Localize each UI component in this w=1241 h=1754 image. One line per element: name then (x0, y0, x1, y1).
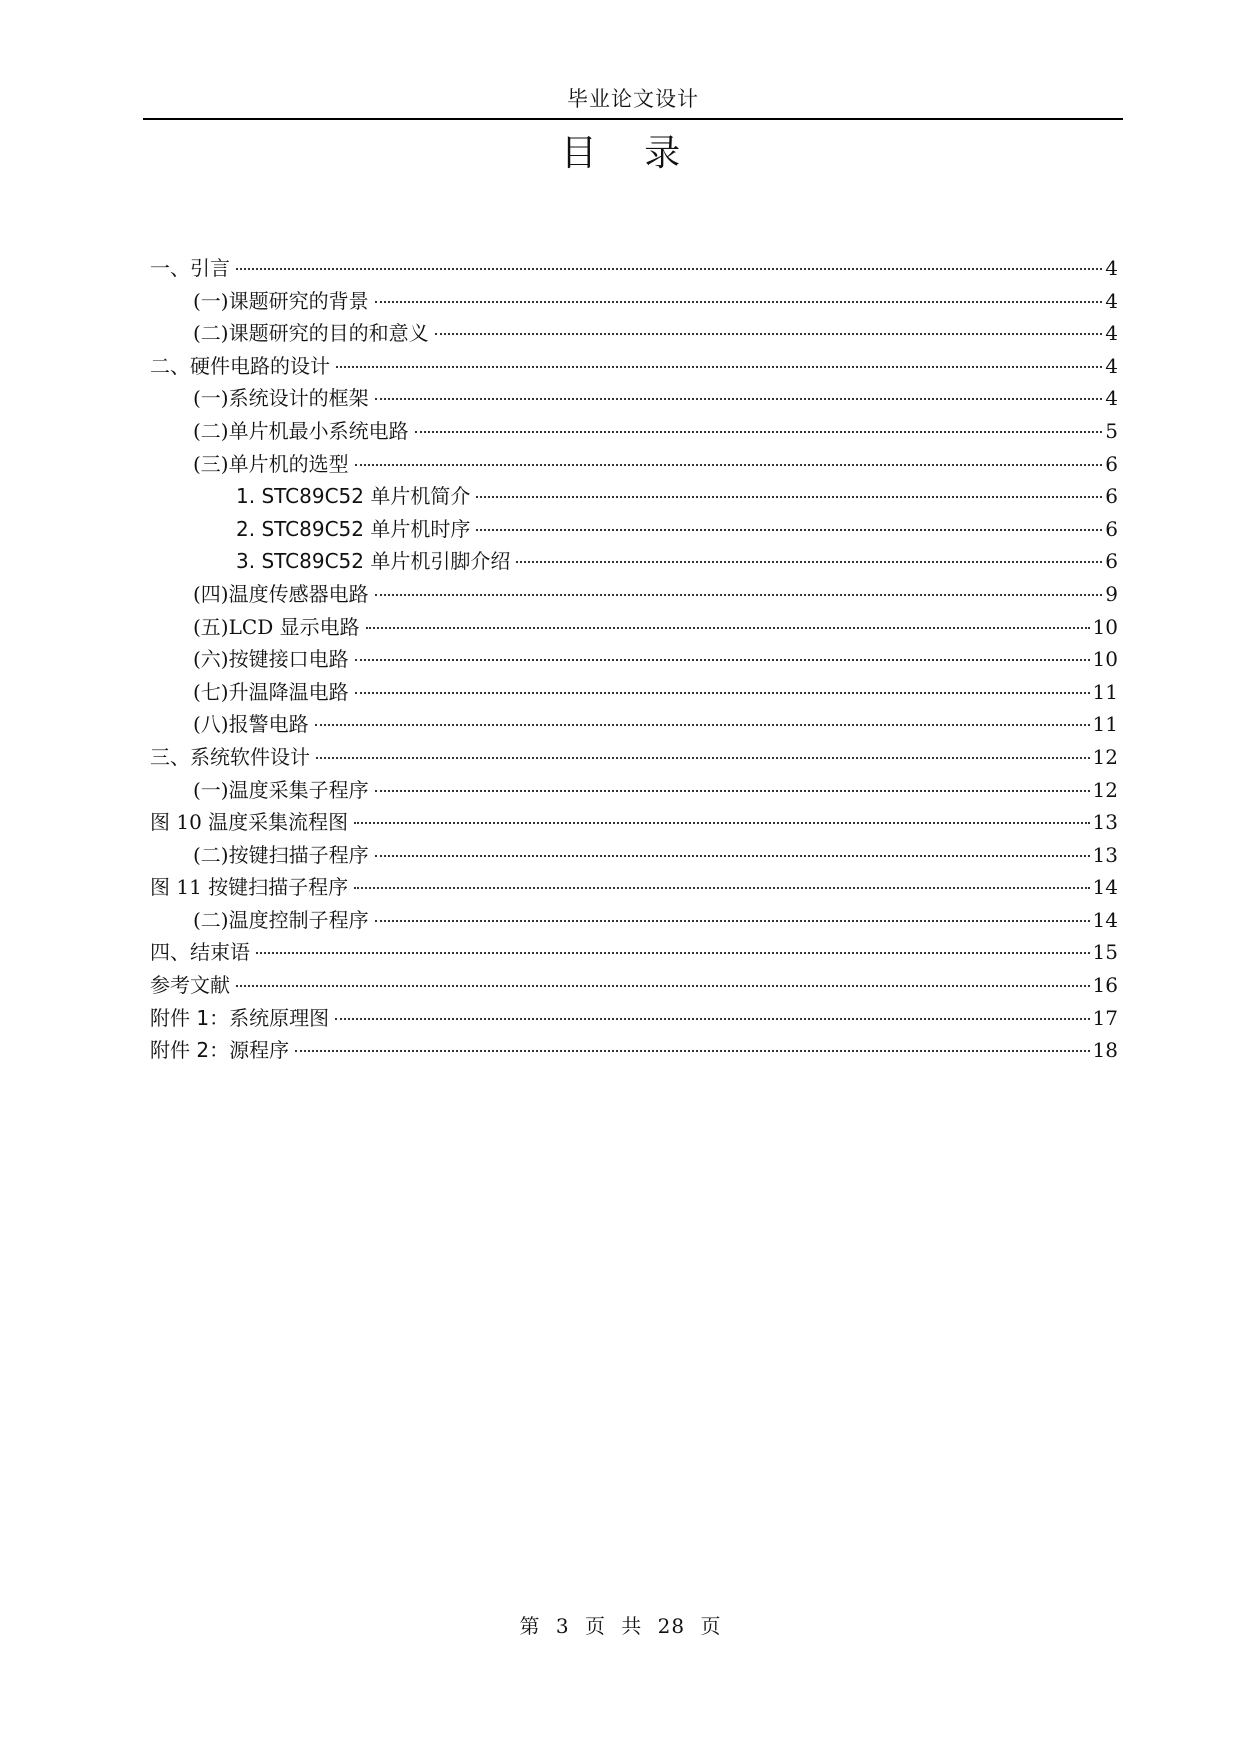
dot-leader (366, 627, 1090, 629)
dot-leader (415, 431, 1103, 433)
toc-entry-page: 4 (1105, 353, 1118, 378)
dot-leader (316, 757, 1090, 759)
toc-entry-page: 13 (1092, 810, 1118, 835)
toc-entry-label: (五)LCD 显示电路 (193, 614, 360, 639)
toc-entry-label: 图 11 按键扫描子程序 (150, 875, 349, 900)
toc-entry-page: 4 (1105, 386, 1118, 411)
toc-entry-label: 参考文献 (150, 973, 230, 998)
toc-entry[interactable] (150, 415, 1118, 448)
toc-entry-page: 6 (1105, 549, 1118, 574)
toc-entry-label: (二)课题研究的目的和意义 (193, 321, 429, 346)
dot-leader (354, 822, 1089, 824)
toc-entry[interactable] (150, 545, 1118, 578)
toc-entry-label: 2. STC89C52 单片机时序 (236, 516, 471, 541)
toc-entry-label: (二)单片机最小系统电路 (193, 418, 409, 443)
dot-leader (516, 561, 1102, 563)
toc-entry-page: 4 (1105, 321, 1118, 346)
toc-entry[interactable] (150, 969, 1118, 1002)
toc-entry-page: 10 (1092, 647, 1118, 672)
toc-entry-label: (一)温度采集子程序 (193, 777, 369, 802)
dot-leader (375, 301, 1103, 303)
dot-leader (236, 985, 1090, 987)
toc-entry-label: (八)报警电路 (193, 712, 309, 737)
table-of-contents (150, 252, 1118, 1067)
dot-leader (375, 855, 1090, 857)
toc-entry[interactable] (150, 285, 1118, 318)
toc-entry-page: 12 (1092, 777, 1118, 802)
toc-entry-page: 11 (1092, 712, 1118, 737)
toc-entry[interactable] (150, 611, 1118, 644)
toc-entry-page: 9 (1105, 581, 1118, 606)
toc-entry-label: (二)温度控制子程序 (193, 907, 369, 932)
toc-entry[interactable] (150, 1002, 1118, 1035)
toc-entry-label: 二、硬件电路的设计 (150, 353, 330, 378)
toc-entry[interactable] (150, 252, 1118, 285)
toc-entry-page: 16 (1092, 973, 1118, 998)
toc-entry[interactable] (150, 774, 1118, 807)
toc-entry-page: 14 (1092, 907, 1118, 932)
toc-entry-page: 17 (1092, 1005, 1118, 1030)
toc-entry-label: 三、系统软件设计 (150, 744, 310, 769)
toc-entry[interactable] (150, 708, 1118, 741)
toc-entry-label: 附件 2：源程序 (150, 1038, 290, 1063)
toc-entry[interactable] (150, 904, 1118, 937)
toc-entry-page: 14 (1092, 875, 1118, 900)
dot-leader (375, 790, 1090, 792)
toc-entry-label: (二)按键扫描子程序 (193, 842, 369, 867)
toc-entry-label: (三)单片机的选型 (193, 451, 349, 476)
toc-entry-label: (六)按键接口电路 (193, 647, 349, 672)
toc-entry-page: 5 (1105, 418, 1118, 443)
toc-entry-label: (一)课题研究的背景 (193, 288, 369, 313)
toc-title: 目 录 (560, 133, 699, 174)
toc-entry-page: 18 (1092, 1038, 1118, 1063)
toc-entry-label: (七)升温降温电路 (193, 679, 349, 704)
toc-entry-page: 4 (1105, 288, 1118, 313)
toc-entry-page: 13 (1092, 842, 1118, 867)
toc-entry-page: 4 (1105, 256, 1118, 280)
toc-entry-page: 11 (1092, 679, 1118, 704)
toc-entry-page: 6 (1105, 451, 1118, 476)
toc-entry-page: 6 (1105, 516, 1118, 541)
page-footer (0, 1610, 1241, 1639)
toc-entry-label: 附件 1：系统原理图 (150, 1005, 330, 1030)
dot-leader (315, 724, 1090, 726)
dot-leader (476, 529, 1102, 531)
dot-leader (256, 952, 1090, 954)
dot-leader (236, 268, 1102, 270)
toc-entry[interactable] (150, 741, 1118, 774)
toc-entry-label: 四、结束语 (150, 940, 250, 965)
dot-leader (375, 920, 1090, 922)
dot-leader (354, 887, 1089, 889)
toc-entry[interactable] (150, 578, 1118, 611)
dot-leader (375, 398, 1103, 400)
dot-leader (435, 333, 1103, 335)
dot-leader (336, 366, 1102, 368)
dot-leader (355, 692, 1090, 694)
running-header-title: 毕业论文设计 (567, 87, 699, 111)
toc-entry[interactable] (150, 871, 1118, 904)
toc-entry-page: 10 (1092, 614, 1118, 639)
toc-entry-label: 1. STC89C52 单片机简介 (236, 484, 471, 509)
toc-entry-label: 3. STC89C52 单片机引脚介绍 (236, 549, 511, 574)
toc-entry[interactable] (150, 382, 1118, 415)
toc-entry[interactable] (150, 839, 1118, 872)
dot-leader (476, 496, 1102, 498)
dot-leader (355, 659, 1090, 661)
toc-entry-page: 12 (1092, 744, 1118, 769)
toc-entry[interactable] (150, 643, 1118, 676)
dot-leader (355, 464, 1103, 466)
toc-entry-label: (一)系统设计的框架 (193, 386, 369, 411)
toc-entry-page: 15 (1092, 940, 1118, 965)
toc-entry-page: 6 (1105, 484, 1118, 509)
dot-leader (295, 1050, 1089, 1052)
toc-entry[interactable] (150, 806, 1118, 839)
toc-entry[interactable] (150, 317, 1118, 350)
dot-leader (375, 594, 1103, 596)
running-header (143, 84, 1123, 120)
toc-entry-label: (四)温度传感器电路 (193, 581, 369, 606)
toc-entry[interactable] (150, 1034, 1118, 1067)
page-number-info: 第 3 页 共 28 页 (519, 1614, 722, 1638)
toc-entry[interactable] (150, 350, 1118, 383)
toc-entry[interactable] (150, 448, 1118, 481)
dot-leader (335, 1018, 1089, 1020)
toc-entry-label: 一、引言 (150, 256, 230, 280)
toc-entry-label: 图 10 温度采集流程图 (150, 810, 349, 835)
toc-entry[interactable] (150, 936, 1118, 969)
toc-entry[interactable] (150, 676, 1118, 709)
toc-entry[interactable] (150, 513, 1118, 546)
toc-entry[interactable] (150, 480, 1118, 513)
